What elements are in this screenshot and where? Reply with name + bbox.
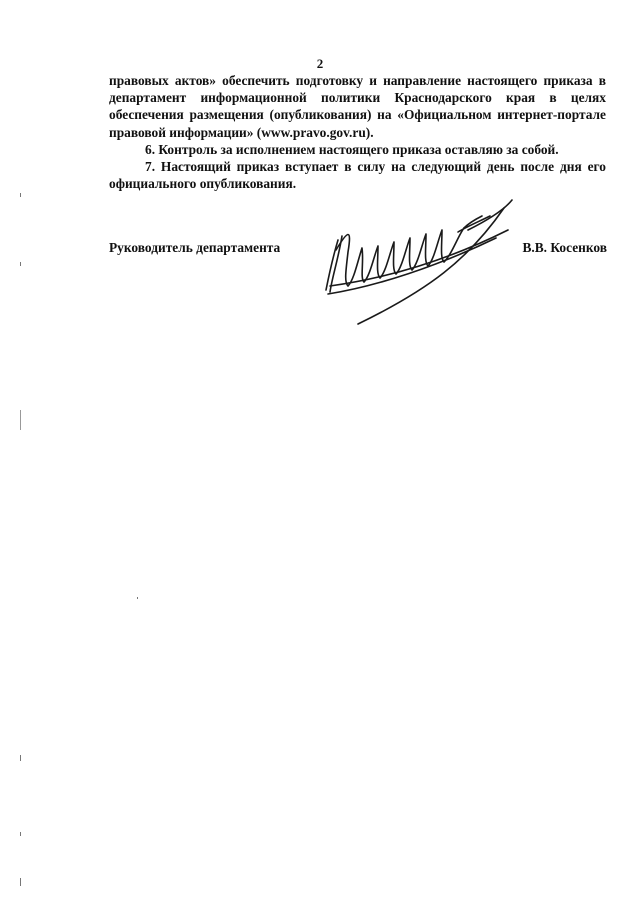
scan-speck <box>137 597 138 599</box>
paragraph-item-6: 6. Контроль за исполнением настоящего приказа оставляю за собой. <box>145 141 559 157</box>
handwritten-signature <box>318 190 518 330</box>
signatory-name: В.В. Косенков <box>522 240 607 255</box>
paragraph-item-7: 7. Настоящий приказ вступает в силу на следующий день после дня его официального опубликования. <box>109 159 606 192</box>
scan-speck <box>20 262 21 266</box>
signatory-position: Руководитель департамента <box>109 240 281 255</box>
scan-speck <box>20 832 21 836</box>
scan-speck <box>20 755 21 761</box>
scan-speck <box>20 193 21 197</box>
page-number: 2 <box>316 56 324 71</box>
paragraph-continued: правовых актов» обеспечить подготовку и направление настоящего приказа в департамент информационной политики Краснодарского края в целях обеспечения размещения (опубликования) на «Официальном интернет-портале правовой информации» (www.pravo.gov.ru). <box>109 73 606 140</box>
scan-speck <box>20 878 21 886</box>
document-body <box>109 72 606 192</box>
scan-speck <box>20 410 21 430</box>
